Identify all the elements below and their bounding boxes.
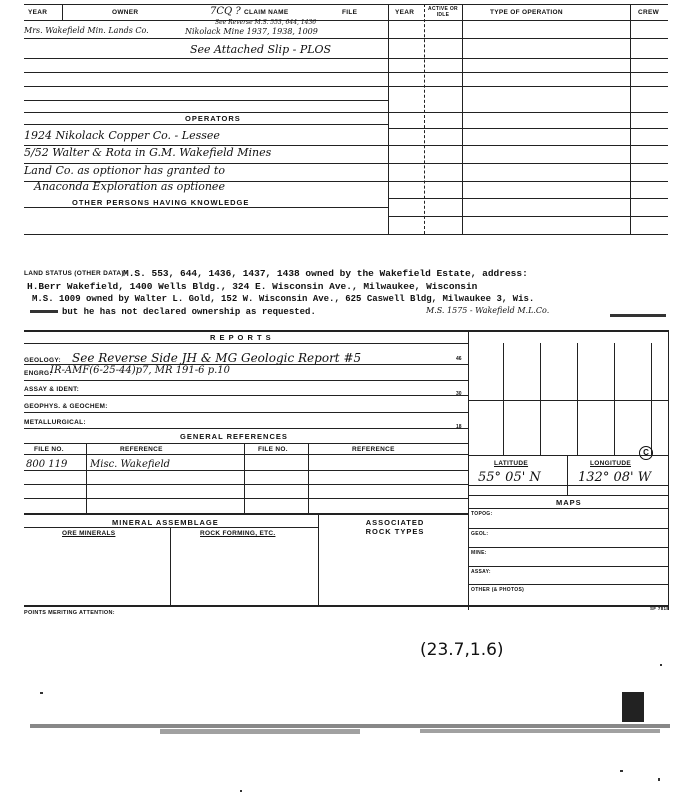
scan-artifact-line: [30, 724, 670, 728]
map-other: OTHER (& PHOTOS): [471, 587, 525, 593]
reference-col-1: REFERENCE: [120, 446, 163, 453]
operator-line-2: 5/52 Walter & Rota in G.M. Wakefield Mines: [24, 146, 272, 159]
reference-col-2: REFERENCE: [352, 446, 395, 453]
operator-line-3: Land Co. as optionor has granted to: [24, 164, 225, 177]
maps-title: MAPS: [556, 498, 582, 507]
reports-title: R E P O R T S: [210, 333, 272, 342]
claim-entry: Nikolack Mine 1937, 1938, 1009: [185, 27, 318, 36]
scan-artifact-block: [622, 692, 644, 722]
land-status-handwritten: M.S. 1575 - Wakefield M.L.Co.: [426, 306, 550, 315]
land-status-line-2: H.Berr Wakefield, 1400 Wells Bldg., 324 E. Wisconsin Ave., Milwaukee, Wisconsin: [27, 281, 478, 292]
geology-value: See Reverse Side JH & MG Geologic Report #5: [72, 351, 362, 365]
ref-row-1-file: 800 119: [26, 459, 68, 470]
ore-minerals-col: ORE MINERALS: [62, 530, 116, 537]
claim-name-header: CLAIM NAME: [244, 9, 289, 16]
general-references-title: GENERAL REFERENCES: [180, 432, 288, 441]
associated-rock-types: [360, 518, 430, 536]
handwritten-coordinates: (23.7,1.6): [420, 640, 504, 660]
operators-title: OPERATORS: [185, 114, 241, 123]
land-status-label: LAND STATUS (OTHER DATA): [24, 270, 124, 277]
longitude-label: LONGITUDE: [590, 460, 631, 467]
ref-row-1-reference: Misc. Wakefield: [90, 459, 171, 470]
associated-rock-types-text: ASSOCIATED ROCK TYPES: [365, 518, 425, 536]
geophys-label: GEOPHYS. & GEOCHEM:: [24, 403, 108, 410]
map-assay: ASSAY:: [471, 569, 491, 575]
map-mine: MINE:: [471, 550, 487, 556]
circle-c-mark: C: [639, 446, 653, 460]
year-header: YEAR: [28, 9, 48, 16]
form-number: SF 7818: [650, 606, 670, 611]
other-persons-title: OTHER PERSONS HAVING KNOWLEDGE: [72, 198, 250, 207]
report-number-46: 46: [456, 356, 462, 362]
active-idle-header: ACTIVE OR IDLE: [428, 6, 458, 18]
metallurgical-label: METALLURGICAL:: [24, 419, 86, 426]
assay-label: ASSAY & IDENT:: [24, 386, 80, 393]
crew-header: CREW: [638, 9, 660, 16]
file-no-col-2: FILE NO.: [258, 446, 288, 453]
rock-forming-col: ROCK FORMING, ETC.: [200, 530, 276, 537]
claim-superscript: See Reverse M.S. 553, 644, 1436: [215, 19, 317, 26]
attached-slip-note: See Attached Slip - PLOS: [190, 43, 332, 56]
report-number-30: 30: [456, 391, 462, 397]
longitude-value: 132° 08' W: [578, 470, 652, 485]
type-operation-header: TYPE OF OPERATION: [490, 9, 563, 16]
latitude-value: 55° 05' N: [478, 470, 541, 485]
engrg-label: ENGRG:: [24, 370, 52, 377]
map-topog: TOPOG:: [471, 511, 493, 517]
land-status-line-4: but he has not declared ownership as requested.: [62, 307, 316, 317]
points-meriting-attention: POINTS MERITING ATTENTION:: [24, 610, 115, 616]
latitude-label: LATITUDE: [494, 460, 529, 467]
owner-header: OWNER: [112, 9, 139, 16]
year2-header: YEAR: [395, 9, 415, 16]
operator-line-1: 1924 Nikolack Copper Co. - Lessee: [24, 129, 220, 142]
report-number-18: 18: [456, 424, 462, 430]
land-status-line-1: M.S. 553, 644, 1436, 1437, 1438 owned by the Wakefield Estate, address:: [123, 268, 528, 279]
file-no-col-1: FILE NO.: [34, 446, 64, 453]
mineral-assemblage-title: MINERAL ASSEMBLAGE: [112, 518, 219, 527]
land-status-line-3: M.S. 1009 owned by Walter L. Gold, 152 W. Wisconsin Ave., 625 Caswell Bldg, Milwaukee 3, Wis.: [32, 294, 535, 304]
file-header: FILE: [342, 9, 358, 16]
claim-number: 7CQ ?: [210, 6, 241, 17]
map-geol: GEOL:: [471, 531, 489, 537]
operator-line-4: Anaconda Exploration as optionee: [34, 180, 225, 193]
geology-label: GEOLOGY:: [24, 357, 61, 364]
engrg-value: IR-AMF(6-25-44)p7, MR 191-6 p.10: [50, 365, 231, 376]
owner-entry: Mrs. Wakefield Min. Lands Co.: [24, 26, 149, 35]
